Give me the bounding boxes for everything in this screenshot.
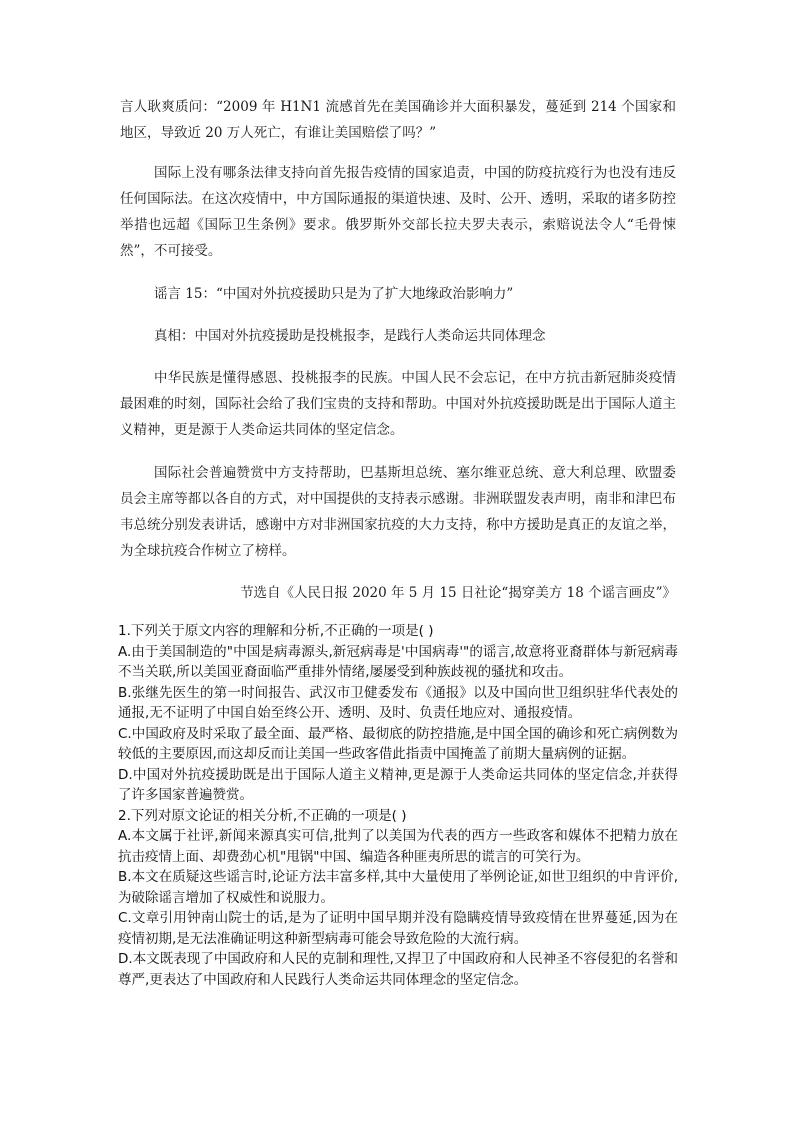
rumor-15-title: 谣言 15：“中国对外抗疫援助只是为了扩大地缘政治影响力” xyxy=(154,286,514,302)
truth-title: 真相：中国对外抗疫援助是投桃报李，是践行人类命运共同体理念 xyxy=(154,328,546,344)
question-2-option-c: C.文章引用钟南山院士的话,是为了证明中国早期并没有隐瞒疫情导致疫情在世界蔓延,因为在疫情初期,是无法准确证明这种新型病毒可能会导致危险的大流行病。 xyxy=(118,910,678,947)
question-1 xyxy=(118,621,678,806)
question-1-stem: 1.下列关于原文内容的理解和分析,不正确的一项是( ) xyxy=(118,623,434,639)
article-paragraph-4: 国际社会普遍赞赏中方支持帮助，巴基斯坦总统、塞尔维亚总统、意大利总理、欧盟委员会主席等都以各自的方式，对中国提供的支持表示感谢。非洲联盟发表声明，南非和津巴布韦总统分别发表讲话，感谢中方对非洲国家抗疫的大力支持，称中方援助是真正的友谊之举，为全球抗疫合作树立了榜样。 xyxy=(120,465,676,559)
question-1-option-c: C.中国政府及时采取了最全面、最严格、最彻底的防控措施,是中国全国的确诊和死亡病例数为较低的主要原因,而这却反而让美国一些政客借此指责中国掩盖了前期大量病例的证据。 xyxy=(118,725,678,762)
question-2-stem: 2.下列对原文论证的相关分析,不正确的一项是( ) xyxy=(118,807,407,824)
article-source: 节选自《人民日报 2020 年 5 月 15 日社论“揭穿美方 18 个谣言画皮”》 xyxy=(240,585,676,601)
question-1-option-d: D.中国对外抗疫援助既是出于国际人道主义精神,更是源于人类命运共同体的坚定信念,并获得了许多国家普遍赞赏。 xyxy=(118,766,678,803)
article-paragraph-2: 国际上没有哪条法律支持向首先报告疫情的国家追责，中国的防疫抗疫行为也没有违反任何国际法。在这次疫情中，中方国际通报的渠道快速、及时、公开、透明，采取的诸多防控举措也远超《国际卫生条例》要求。俄罗斯外交部长拉夫罗夫表示，索赔说法令人“毛骨悚然”，不可接受。 xyxy=(120,165,676,259)
question-1-option-a: A.由于美国制造的"中国是病毒源头,新冠病毒是'中国病毒'"的谣言,故意将亚裔群体与新冠病毒不当关联,所以美国亚裔面临严重排外情绪,屡屡受到种族歧视的骚扰和攻击。 xyxy=(118,643,678,680)
question-list xyxy=(118,621,678,990)
question-1-option-b: B.张继先医生的第一时间报告、武汉市卫健委发布《通报》以及中国向世卫组织驻华代表处的通报,无不证明了中国自始至终公开、透明、及时、负责任地应对、通报疫情。 xyxy=(118,684,678,721)
question-2-option-d: D.本文既表现了中国政府和人民的克制和理性,又捍卫了中国政府和人民神圣不容侵犯的名誉和尊严,更表达了中国政府和人民践行人类命运共同体理念的坚定信念。 xyxy=(118,951,678,988)
question-2-option-b: B.本文在质疑这些谣言时,论证方法丰富多样,其中大量使用了举例论证,如世卫组织的中肯评价,为破除谣言增加了权威性和说服力。 xyxy=(118,869,678,906)
article-paragraph-1: 言人耿爽质问：“2009 年 H1N1 流感首先在美国确诊并大面积暴发，蔓延到 214 个国家和地区，导致近 20 万人死亡，有谁让美国赔偿了吗？” xyxy=(120,99,676,141)
question-2 xyxy=(118,806,678,991)
article-paragraph-3: 中华民族是懂得感恩、投桃报李的民族。中国人民不会忘记，在中方抗击新冠肺炎疫情最困难的时刻，国际社会给了我们宝贵的支持和帮助。中国对外抗疫援助既是出于国际人道主义精神，更是源于人类命运共同体的坚定信念。 xyxy=(120,370,676,438)
question-2-option-a: A.本文属于社评,新闻来源真实可信,批判了以美国为代表的西方一些政客和媒体不把精力放在抗击疫情上面、却费劲心机"甩锅"中国、编造各种匪夷所思的谎言的可笑行为。 xyxy=(118,828,678,865)
